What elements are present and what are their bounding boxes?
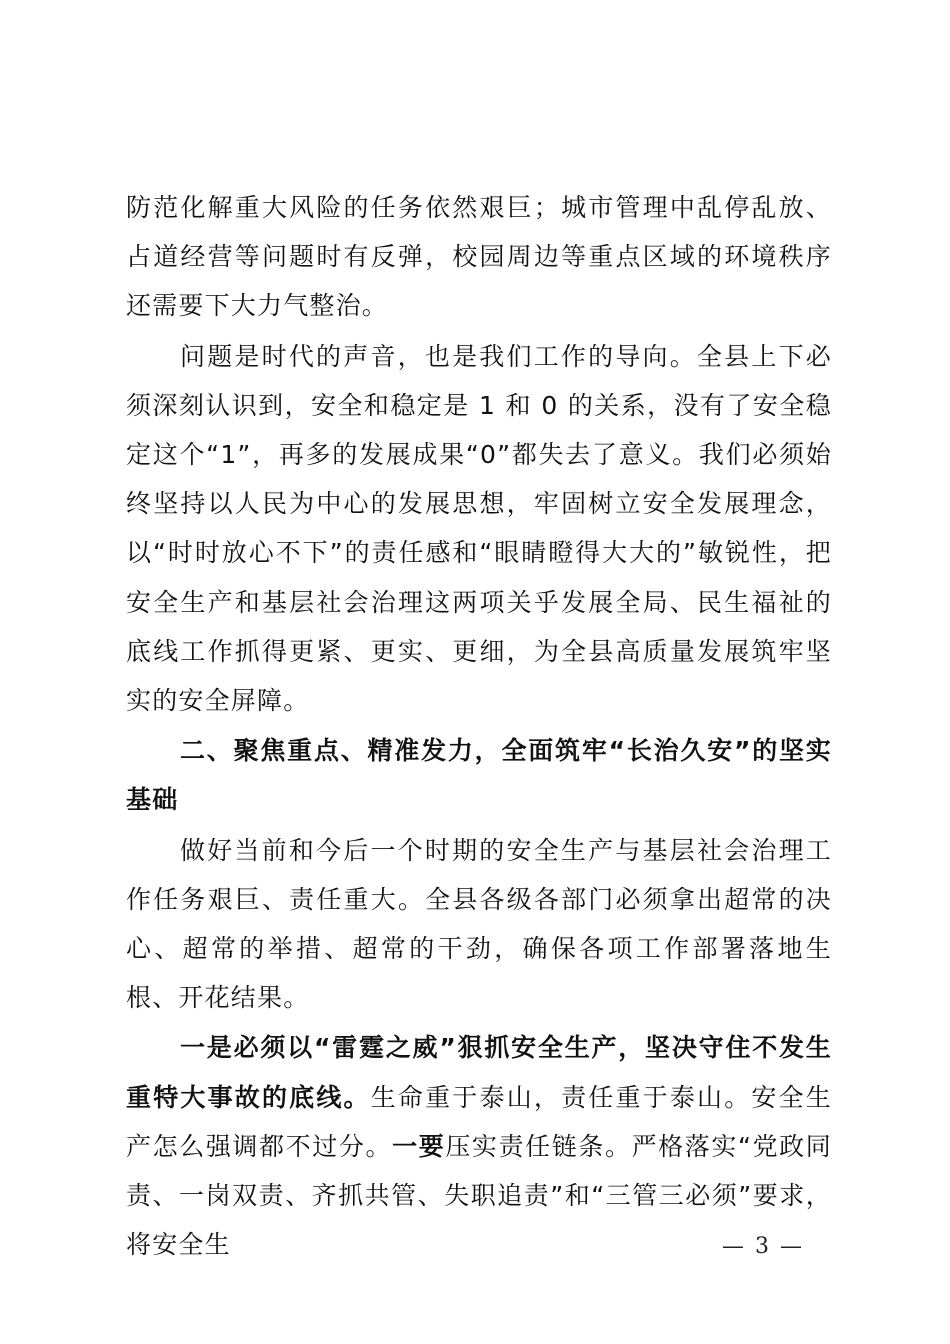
paragraph-text: 生命重于泰山，责任重于泰山。安全生产怎么强调都不过分。 <box>126 1082 832 1161</box>
document-body <box>126 183 832 1269</box>
paragraph-risk-continuation <box>126 183 832 331</box>
paragraph-text: 压实责任链条。严格落实“党政同责、一岗双责、齐抓共管、失职追责”和“三管三必须”要求，将安全生 <box>126 1131 832 1260</box>
paragraph-text: 问题是时代的声音，也是我们工作的导向。全县上下必须深刻认识到，安全和稳定是 1 和 0 的关系，没有了安全稳定这个“1”，再多的发展成果“0”都失去了意义。我们必须始终坚持以人民为中心的发展思想，牢固树立安全发展理念，以“时时放心不下”的责任感和“眼睛瞪得大大的”敏锐性，把安全生产和基层社会治理这两项关乎发展全局、民生福祉的底线工作抓得更紧、更实、更细，为全县高质量发展筑牢坚实的安全屏障。 <box>126 341 832 716</box>
paragraph-safety-production <box>126 1023 832 1269</box>
page-number: — 3 — <box>722 1234 804 1259</box>
bold-lead-sentence: 一是必须以“雷霆之威”狠抓安全生产，坚决守住不发生重特大事故的底线。 <box>126 1033 832 1112</box>
section-heading-text: 二、聚焦重点、精准发力，全面筑牢“长治久安”的坚实基础 <box>126 736 832 815</box>
paragraph-problem-orientation <box>126 332 832 726</box>
paragraph-text: 防范化解重大风险的任务依然艰巨；城市管理中乱停乱放、占道经营等问题时有反弹，校园周边等重点区域的环境秩序还需要下大力气整治。 <box>126 193 832 321</box>
section-heading <box>126 726 832 824</box>
paragraph-work-deployment <box>126 826 832 1023</box>
bold-item-marker: 一要 <box>392 1131 446 1161</box>
paragraph-text: 做好当前和今后一个时期的安全生产与基层社会治理工作任务艰巨、责任重大。全县各级各部门必须拿出超常的决心、超常的举措、超常的干劲，确保各项工作部署落地生根、开花结果。 <box>126 835 832 1013</box>
